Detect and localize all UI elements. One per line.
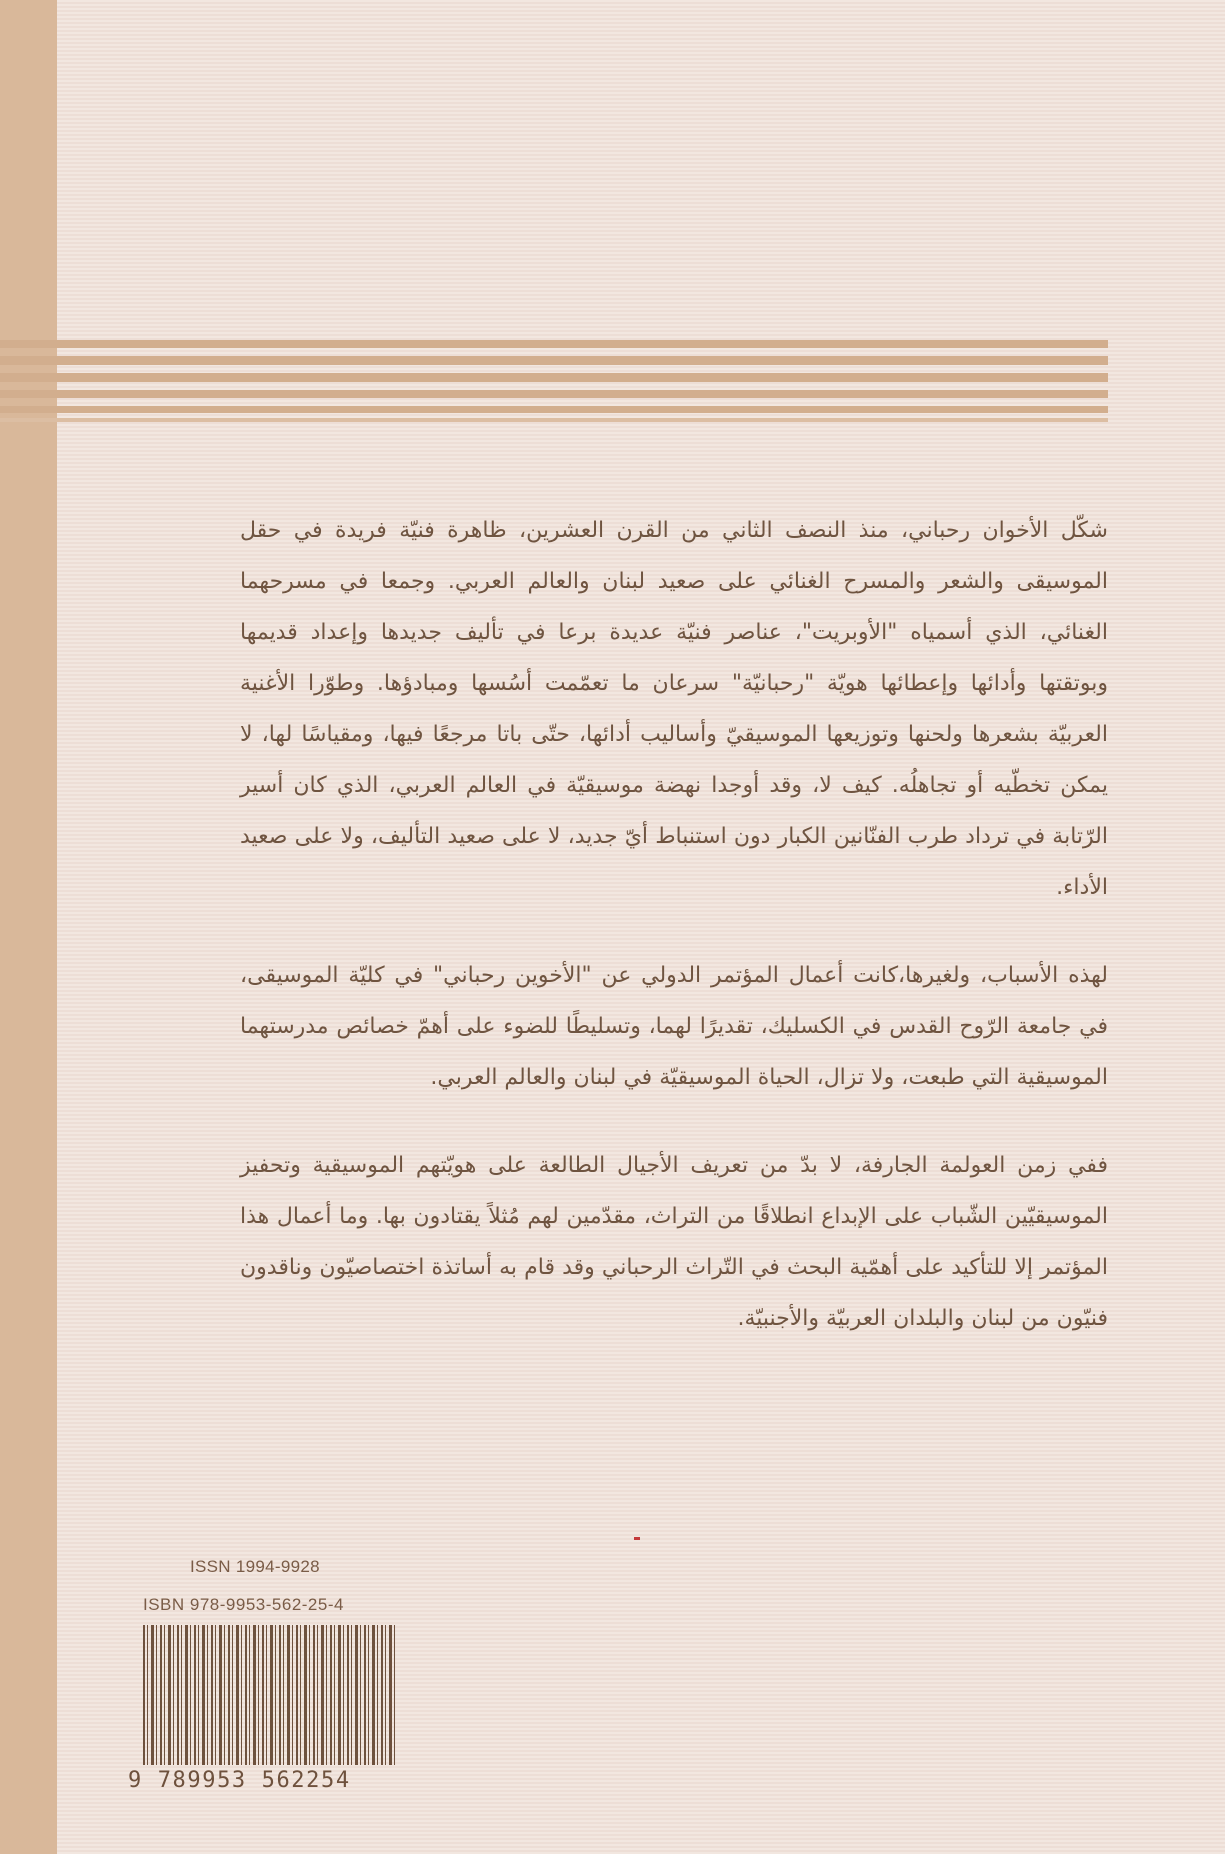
issn-number: ISSN 1994-9928 [190, 1557, 320, 1576]
blurb-paragraph-2: لهذه الأسباب، ولغيرها،كانت أعمال المؤتمر الدولي عن "الأخوين رحباني" في كليّة الموسيقى، في جامعة الرّوح القدس في الكسليك، تقديرًا لهما، وتسليطًا للضوء على أهمّ خصائص مدرستهما الموسيقية التي طبعت، ولا تزال، الحياة الموسيقيّة في لبنان والعالم العربي. [240, 963, 1108, 1090]
stripe [0, 390, 1108, 398]
blurb-paragraph-3: ففي زمن العولمة الجارفة، لا بدّ من تعريف الأجيال الطالعة على هويّتهم الموسيقية وتحفيز الموسيقيّين الشّباب على الإبداع انطلاقًا من التراث، مقدّمين لهم مُثلاً يقتادون بها. وما أعمال هذا المؤتمر إلا للتأكيد على أهمّية البحث في التّراث الرحباني وقد قام به أساتذة اختصاصيّون وناقدون فنيّون من لبنان والبلدان العربيّة والأجنبيّة. [240, 1153, 1108, 1331]
stripe [0, 373, 1108, 382]
stripe [0, 418, 1108, 422]
blurb-paragraph-1: شكّل الأخوان رحباني، منذ النصف الثاني من القرن العشرين، ظاهرة فنيّة فريدة في حقل الموسيقى والشعر والمسرح الغنائي على صعيد لبنان والعالم العربي. وجمعا في مسرحهما الغنائي، الذي أسمياه "الأوبريت"، عناصر فنيّة عديدة برعا في تأليف جديدها وإعداد قديمها وبوتقتها وأدائها وإعطائها هويّة "رحبانيّة" سرعان ما تعمّمت أسُسها ومبادؤها. وطوّرا الأغنية العربيّة بشعرها ولحنها وتوزيعها الموسيقيّ وأساليب أدائها، حتّى باتا مرجعًا فيها، ومقياسًا لها، لا يمكن تخطّيه أو تجاهلُه. كيف لا، وقد أوجدا نهضة موسيقيّة في العالم العربي، الذي كان أسير الرّتابة في ترداد طرب الفنّانين الكبار دون استنباط أيّ جديد، لا على صعيد التأليف، ولا على صعيد الأداء. [240, 518, 1108, 900]
decorative-stripes [0, 340, 1108, 422]
isbn-number: ISBN 978-9953-562-25-4 [143, 1595, 344, 1614]
stripe [0, 356, 1108, 365]
stripe [0, 406, 1108, 413]
spine-color-band [0, 0, 57, 1854]
red-mark [634, 1537, 640, 1540]
barcode-digits: 9 789953 562254 [128, 1768, 351, 1793]
back-cover-blurb [240, 505, 1108, 1344]
barcode-icon [143, 1625, 395, 1765]
stripe [0, 340, 1108, 348]
